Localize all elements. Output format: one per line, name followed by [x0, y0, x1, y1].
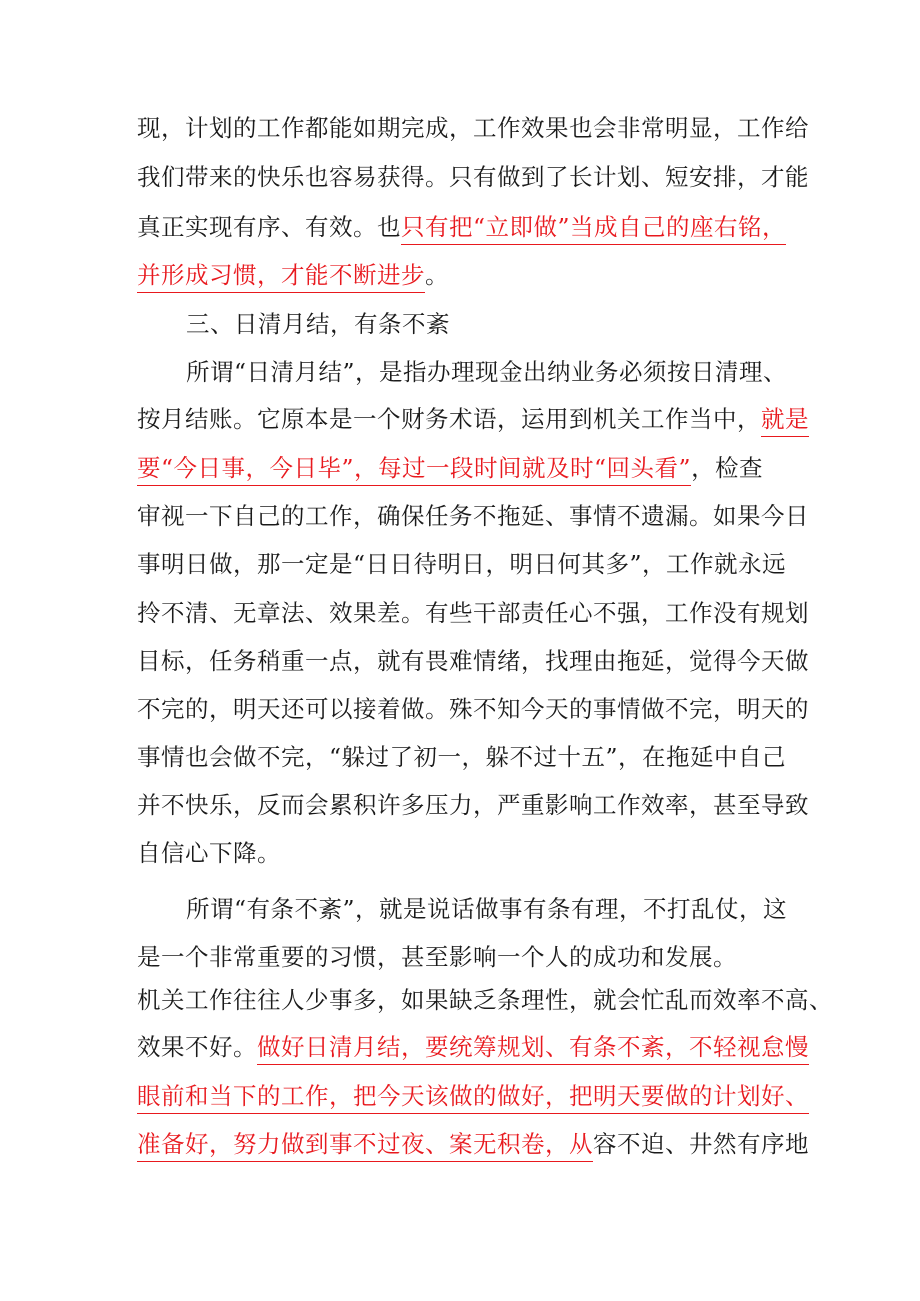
- highlighted-text: 就是: [761, 405, 809, 437]
- text-line: [137, 1121, 809, 1167]
- text-line: [137, 252, 449, 298]
- text-segment: 所谓“有条不紊”，就是说话做事有条有理，不打乱仗，这: [186, 895, 788, 923]
- text-line: [137, 445, 763, 491]
- highlighted-text: 要“今日事，今日毕”，每过一段时间就及时“回头看”: [137, 454, 691, 486]
- text-segment: 所谓“日清月结”，是指办理现金出纳业务必须按日清理、: [186, 358, 788, 386]
- text-line: [186, 886, 787, 932]
- text-line: [137, 105, 809, 151]
- text-line: [137, 734, 786, 780]
- text-segment: 三、日清月结，有条不紊: [186, 310, 450, 338]
- section-heading: [186, 301, 450, 347]
- text-segment: ，检查: [691, 454, 764, 482]
- text-segment: 现，计划的工作都能如期完成，工作效果也会非常明显，工作给: [137, 114, 809, 142]
- text-line: [137, 1024, 809, 1070]
- highlighted-text: 眼前和当下的工作，把今天该做的做好，把明天要做的计划好、: [137, 1082, 809, 1114]
- text-segment: 容不迫、井然有序地: [593, 1130, 809, 1158]
- text-segment: 效果不好。: [137, 1033, 257, 1061]
- text-line: [137, 977, 833, 1023]
- text-line: [137, 1073, 809, 1119]
- text-segment: 并不快乐，反而会累积许多压力，严重影响工作效率，甚至导致: [137, 791, 809, 819]
- text-line: [137, 154, 809, 200]
- text-segment: 自信心下降。: [137, 839, 281, 867]
- text-segment: 真正实现有序、有效。也: [137, 213, 401, 241]
- text-segment: 事情也会做不完，“躲过了初一，躲不过十五”，在拖延中自己: [137, 743, 787, 771]
- text-segment: 事明日做，那一定是“日日待明日，明日何其多”，工作就永远: [137, 550, 787, 578]
- text-line: [137, 830, 281, 876]
- highlighted-text: 准备好，努力做到事不过夜、案无积卷，从: [137, 1130, 593, 1162]
- text-segment: 目标，任务稍重一点，就有畏难情绪，找理由拖延，觉得今天做: [137, 647, 809, 675]
- text-line: [137, 493, 809, 539]
- text-line: [137, 590, 809, 636]
- text-line: [137, 396, 809, 442]
- highlighted-text: 只有把“立即做”当成自己的座右铭，: [401, 213, 786, 245]
- text-segment: 按月结账。它原本是一个财务术语，运用到机关工作当中，: [137, 405, 761, 433]
- text-segment: 我们带来的快乐也容易获得。只有做到了长计划、短安排，才能: [137, 163, 809, 191]
- text-segment: 拎不清、无章法、效果差。有些干部责任心不强，工作没有规划: [137, 599, 809, 627]
- text-line: [137, 541, 786, 587]
- text-line: [137, 782, 809, 828]
- text-segment: 机关工作往往人少事多，如果缺乏条理性，就会忙乱而效率不高、: [137, 986, 833, 1014]
- text-segment: 是一个非常重要的习惯，甚至影响一个人的成功和发展。: [137, 943, 737, 971]
- text-line: [186, 349, 787, 395]
- text-segment: 不完的，明天还可以接着做。殊不知今天的事情做不完，明天的: [137, 695, 809, 723]
- highlighted-text: 并形成习惯，才能不断进步: [137, 261, 425, 293]
- text-segment: 审视一下自己的工作，确保任务不拖延、事情不遗漏。如果今日: [137, 502, 809, 530]
- text-segment: 。: [425, 261, 449, 289]
- highlighted-text: 做好日清月结，要统筹规划、有条不紊，不轻视怠慢: [257, 1033, 809, 1065]
- text-line: [137, 204, 786, 250]
- text-line: [137, 638, 809, 684]
- text-line: [137, 934, 737, 980]
- text-line: [137, 686, 809, 732]
